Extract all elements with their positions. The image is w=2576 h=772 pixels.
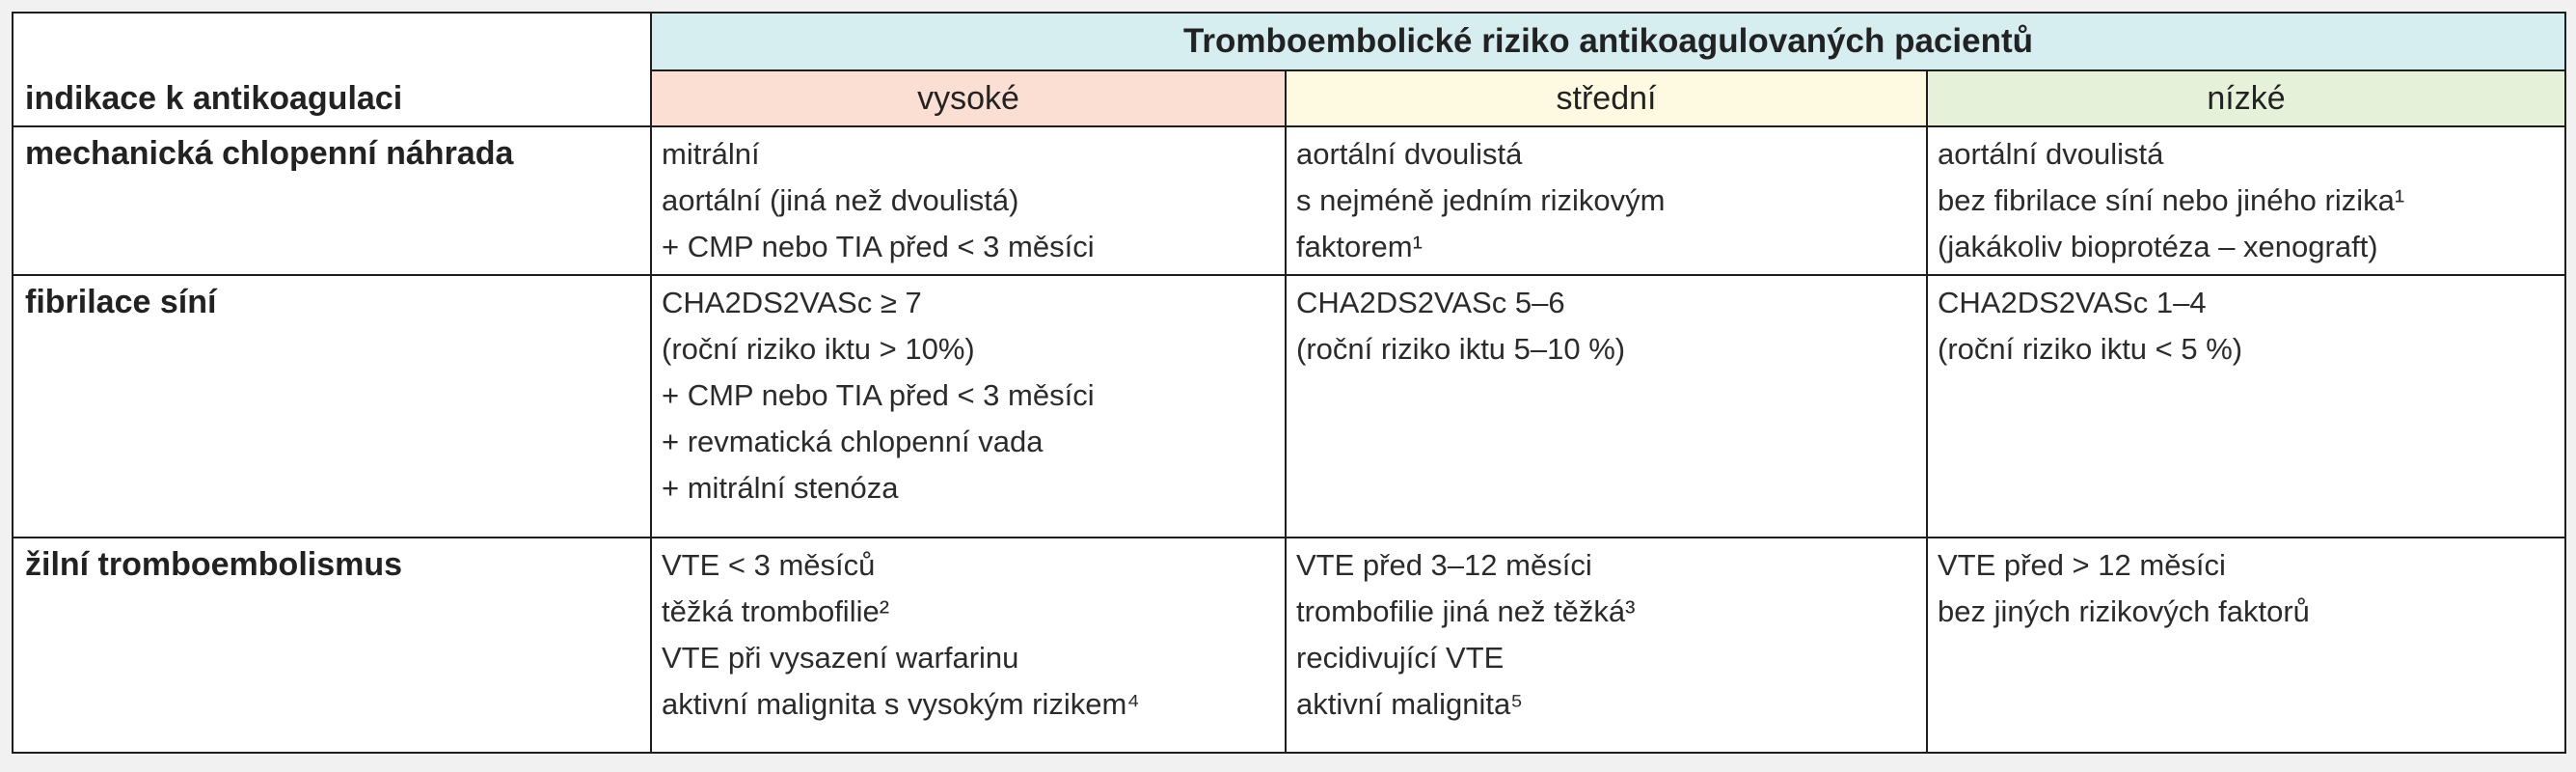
cell-line: CHA2DS2VASc 1–4 [1938,286,2207,319]
cell-line: recidivující VTE [1296,641,1505,675]
cell-line: (jakákoliv bioprotéza – xenograft) [1938,230,2378,263]
cell-medium-risk [1286,126,1927,275]
cell-line: + CMP nebo TIA před < 3 měsíci [662,378,1095,412]
cell-line: VTE < 3 měsíců [662,548,876,582]
cell-line: aortální (jiná než dvoulistá) [662,183,1019,217]
cell-line: faktorem¹ [1296,230,1423,263]
cell-high-risk [651,126,1286,275]
cell-line: aktivní malignita s vysokým rizikem⁴ [662,687,1140,721]
table-row [13,538,2565,753]
cell-line: mitrální [662,137,760,171]
cell-medium-risk [1286,538,1927,753]
cell-line: aortální dvoulistá [1296,137,1523,171]
cell-line: bez jiných rizikových faktorů [1938,594,2310,628]
table-container [12,12,2564,754]
cell-line: + revmatická chlopenní vada [662,425,1044,458]
cell-line: těžká trombofilie² [662,594,890,628]
first-column-header: indikace k antikoagulaci [13,13,651,126]
table-row [13,126,2565,275]
cell-line: VTE před 3–12 měsíci [1296,548,1592,582]
cell-high-risk [651,275,1286,538]
row-header: žilní tromboembolismus [13,538,651,753]
cell-line: (roční riziko iktu < 5 %) [1938,332,2243,366]
cell-medium-risk [1286,275,1927,538]
cell-line: aktivní malignita⁵ [1296,687,1524,721]
cell-low-risk [1927,126,2565,275]
cell-line: VTE před > 12 měsíci [1938,548,2226,582]
cell-line: s nejméně jedním rizikovým [1296,183,1666,217]
level-header-high: vysoké [651,70,1286,126]
thromboembolic-risk-table [12,12,2566,754]
row-header: fibrilace síní [13,275,651,538]
cell-line: bez fibrilace síní nebo jiného rizika¹ [1938,183,2405,217]
cell-line: CHA2DS2VASc 5–6 [1296,286,1565,319]
cell-line: + CMP nebo TIA před < 3 měsíci [662,230,1095,263]
cell-low-risk [1927,538,2565,753]
table-row [13,275,2565,538]
row-header: mechanická chlopenní náhrada [13,126,651,275]
cell-high-risk [651,538,1286,753]
cell-line: (roční riziko iktu 5–10 %) [1296,332,1626,366]
cell-line: VTE při vysazení warfarinu [662,641,1019,675]
cell-low-risk [1927,275,2565,538]
level-header-low: nízké [1927,70,2565,126]
cell-line: CHA2DS2VASc ≥ 7 [662,286,922,319]
cell-line: aortální dvoulistá [1938,137,2164,171]
group-header: Tromboembolické riziko antikoagulovaných pacientů [651,13,2565,70]
cell-line: trombofilie jiná než těžká³ [1296,594,1636,628]
cell-line: (roční riziko iktu > 10%) [662,332,975,366]
cell-line: + mitrální stenóza [662,471,899,505]
level-header-medium: střední [1286,70,1927,126]
